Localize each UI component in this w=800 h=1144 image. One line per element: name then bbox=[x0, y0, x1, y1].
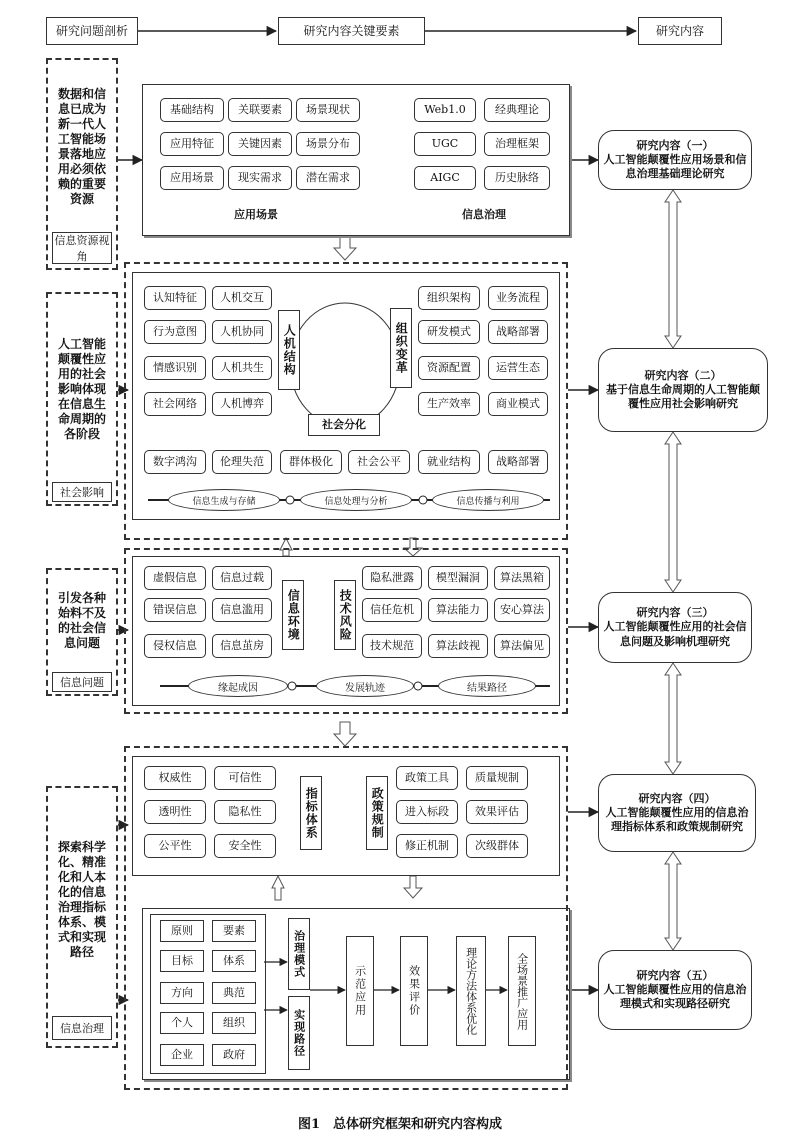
actor-box: 个人 bbox=[160, 1012, 204, 1034]
s3-box: 技术规范 bbox=[362, 634, 422, 658]
s3-box: 侵权信息 bbox=[144, 634, 206, 658]
left-panel-3-label: 信息问题 bbox=[52, 672, 112, 692]
s2-box: 生产效率 bbox=[418, 392, 480, 416]
s3-box: 信息茧房 bbox=[212, 634, 272, 658]
s2-box: 行为意图 bbox=[144, 320, 206, 344]
left-panel-4-label: 信息治理 bbox=[52, 1016, 112, 1040]
actor-box: 方向 bbox=[160, 982, 204, 1004]
left-panel-4-text: 探索科学化、精准化和人本化的信息治理指标体系、模式和实现路径 bbox=[57, 840, 106, 959]
s2-box: 资源配置 bbox=[418, 356, 480, 380]
tech-risk: 技术风险 bbox=[334, 580, 356, 650]
gov-label: 信息治理 bbox=[444, 204, 524, 226]
policy-box: 质量规制 bbox=[466, 766, 528, 790]
policy-regulation: 政策规制 bbox=[366, 776, 388, 850]
scene-box: 场景分布 bbox=[296, 132, 360, 156]
indicator-box: 可信性 bbox=[214, 766, 276, 790]
gov-box: 经典理论 bbox=[484, 98, 550, 122]
s2-box: 认知特征 bbox=[144, 286, 206, 310]
rc-desc: 基于信息生命周期的人工智能颠覆性应用社会影响研究 bbox=[606, 382, 760, 411]
scene-box: 潜在需求 bbox=[296, 166, 360, 190]
rc-title: 研究内容（二） bbox=[644, 368, 722, 382]
step-box: 全场景推广应用 bbox=[508, 936, 536, 1046]
s3-box: 信任危机 bbox=[362, 598, 422, 622]
lifecycle-stage: 信息处理与分析 bbox=[300, 489, 412, 511]
scene-box: 关联要素 bbox=[228, 98, 292, 122]
research-content-4 bbox=[598, 774, 756, 852]
gov-box: AIGC bbox=[414, 166, 476, 190]
s2-box: 运营生态 bbox=[488, 356, 548, 380]
actor-box: 组织 bbox=[212, 1012, 256, 1034]
s3-box: 信息滥用 bbox=[212, 598, 272, 622]
scene-box: 关键因素 bbox=[228, 132, 292, 156]
research-content-5 bbox=[598, 950, 752, 1030]
indicator-box: 隐私性 bbox=[214, 800, 276, 824]
rc-link-4 bbox=[665, 852, 681, 950]
s3-box: 算法黑箱 bbox=[494, 566, 550, 590]
org-change: 组织变革 bbox=[390, 308, 412, 388]
gov-box: UGC bbox=[414, 132, 476, 156]
s2-box: 战略部署 bbox=[488, 320, 548, 344]
step-box: 效果评价 bbox=[400, 936, 428, 1046]
indicator-box: 透明性 bbox=[144, 800, 206, 824]
rc-desc: 人工智能颠覆性应用的信息治理指标体系和政策规制研究 bbox=[605, 805, 749, 834]
policy-box: 进入标段 bbox=[396, 800, 458, 824]
s2-box: 人机博弈 bbox=[212, 392, 272, 416]
lifecycle-stage: 信息传播与利用 bbox=[432, 489, 544, 511]
implementation-path: 实现路径 bbox=[288, 996, 310, 1070]
rc-desc: 人工智能颠覆性应用的社会信息问题及影响机理研究 bbox=[603, 620, 747, 648]
human-machine-structure: 人机结构 bbox=[278, 310, 300, 390]
policy-box: 次级群体 bbox=[466, 834, 528, 858]
s2-bottom-box: 社会公平 bbox=[348, 450, 410, 474]
s2-bottom-box: 就业结构 bbox=[418, 450, 480, 474]
rc-link-1 bbox=[665, 190, 681, 348]
header-research-content: 研究内容 bbox=[638, 17, 722, 45]
indicator-box: 安全性 bbox=[214, 834, 276, 858]
s2-box: 人机交互 bbox=[212, 286, 272, 310]
s2-box: 情感识别 bbox=[144, 356, 206, 380]
s2-bottom-box: 群体极化 bbox=[280, 450, 342, 474]
stage-oval: 结果路径 bbox=[438, 675, 536, 697]
header-problem-analysis: 研究问题剖析 bbox=[46, 17, 138, 45]
s2-box: 人机协同 bbox=[212, 320, 272, 344]
rc-title: 研究内容（五） bbox=[636, 968, 714, 982]
research-content-3 bbox=[598, 592, 752, 663]
actor-box: 政府 bbox=[212, 1044, 256, 1066]
actor-box: 体系 bbox=[212, 950, 256, 972]
s3-box: 隐私泄露 bbox=[362, 566, 422, 590]
info-environment: 信息环境 bbox=[282, 580, 304, 650]
indicator-box: 权威性 bbox=[144, 766, 206, 790]
s2-box: 业务流程 bbox=[488, 286, 548, 310]
s3-box: 虚假信息 bbox=[144, 566, 206, 590]
left-panel-2-text: 人工智能颠覆性应用的社会影响体现在信息生命周期的各阶段 bbox=[57, 336, 106, 441]
left-panel-2-label: 社会影响 bbox=[52, 482, 112, 502]
down-arrow-1 bbox=[334, 236, 356, 260]
s3-box: 安心算法 bbox=[494, 598, 550, 622]
rc-title: 研究内容（三） bbox=[636, 606, 714, 620]
s3-box: 算法能力 bbox=[428, 598, 488, 622]
left-panel-3-text: 引发各种始料不及的社会信息问题 bbox=[57, 591, 106, 650]
lifecycle-stage: 信息生成与存储 bbox=[168, 489, 280, 511]
actor-box: 目标 bbox=[160, 950, 204, 972]
actor-box: 企业 bbox=[160, 1044, 204, 1066]
gov-box: Web1.0 bbox=[414, 98, 476, 122]
s2-bottom-box: 战略部署 bbox=[488, 450, 548, 474]
s2-bottom-box: 数字鸿沟 bbox=[144, 450, 206, 474]
gov-box: 治理框架 bbox=[484, 132, 550, 156]
rc-title: 研究内容（四） bbox=[638, 791, 716, 805]
down-arrow-3 bbox=[334, 722, 356, 746]
gov-box: 历史脉络 bbox=[484, 166, 550, 190]
s2-box: 社会网络 bbox=[144, 392, 206, 416]
scene-box: 现实需求 bbox=[228, 166, 292, 190]
stage-oval: 缘起成因 bbox=[188, 675, 288, 697]
rc-link-2 bbox=[665, 432, 681, 592]
s3-box: 信息过载 bbox=[212, 566, 272, 590]
research-content-1 bbox=[598, 130, 752, 190]
s2-box: 研发模式 bbox=[418, 320, 480, 344]
policy-box: 修正机制 bbox=[396, 834, 458, 858]
s3-box: 模型漏洞 bbox=[428, 566, 488, 590]
policy-box: 效果评估 bbox=[466, 800, 528, 824]
scene-box: 基础结构 bbox=[160, 98, 224, 122]
rc-title: 研究内容（一） bbox=[636, 138, 714, 152]
scene-box: 应用场景 bbox=[160, 166, 224, 190]
s3-box: 错误信息 bbox=[144, 598, 206, 622]
left-panel-1-text: 数据和信息已成为新一代人工智能场景落地应用必须依赖的重要资源 bbox=[57, 87, 106, 206]
figure-caption: 图1 总体研究框架和研究内容构成 bbox=[297, 1117, 503, 1132]
rc-desc: 人工智能颠覆性应用场景和信息治理基础理论研究 bbox=[603, 152, 747, 181]
rc-link-3 bbox=[665, 663, 681, 774]
actor-box: 要素 bbox=[212, 920, 256, 942]
social-division: 社会分化 bbox=[308, 414, 380, 436]
actor-box: 原则 bbox=[160, 920, 204, 942]
step-box: 示范应用 bbox=[346, 936, 374, 1046]
scene-label: 应用场景 bbox=[222, 204, 290, 226]
s2-box: 商业模式 bbox=[488, 392, 548, 416]
step-box: 理论方法体系优化 bbox=[456, 936, 486, 1046]
stage-oval: 发展轨迹 bbox=[316, 675, 414, 697]
policy-box: 政策工具 bbox=[396, 766, 458, 790]
s2-box: 人机共生 bbox=[212, 356, 272, 380]
s2-box: 组织架构 bbox=[418, 286, 480, 310]
s3-box: 算法歧视 bbox=[428, 634, 488, 658]
rc-desc: 人工智能颠覆性应用的信息治理模式和实现路径研究 bbox=[603, 982, 747, 1011]
header-key-elements: 研究内容关键要素 bbox=[278, 17, 425, 45]
left-panel-1-label: 信息资源视角 bbox=[52, 232, 112, 264]
s3-box: 算法偏见 bbox=[494, 634, 550, 658]
research-content-2 bbox=[598, 348, 768, 432]
scene-box: 应用特征 bbox=[160, 132, 224, 156]
actor-box: 典范 bbox=[212, 982, 256, 1004]
governance-mode: 治理模式 bbox=[288, 918, 310, 990]
indicator-box: 公平性 bbox=[144, 834, 206, 858]
s2-bottom-box: 伦理失范 bbox=[212, 450, 272, 474]
scene-box: 场景现状 bbox=[296, 98, 360, 122]
indicator-system: 指标体系 bbox=[300, 776, 322, 850]
